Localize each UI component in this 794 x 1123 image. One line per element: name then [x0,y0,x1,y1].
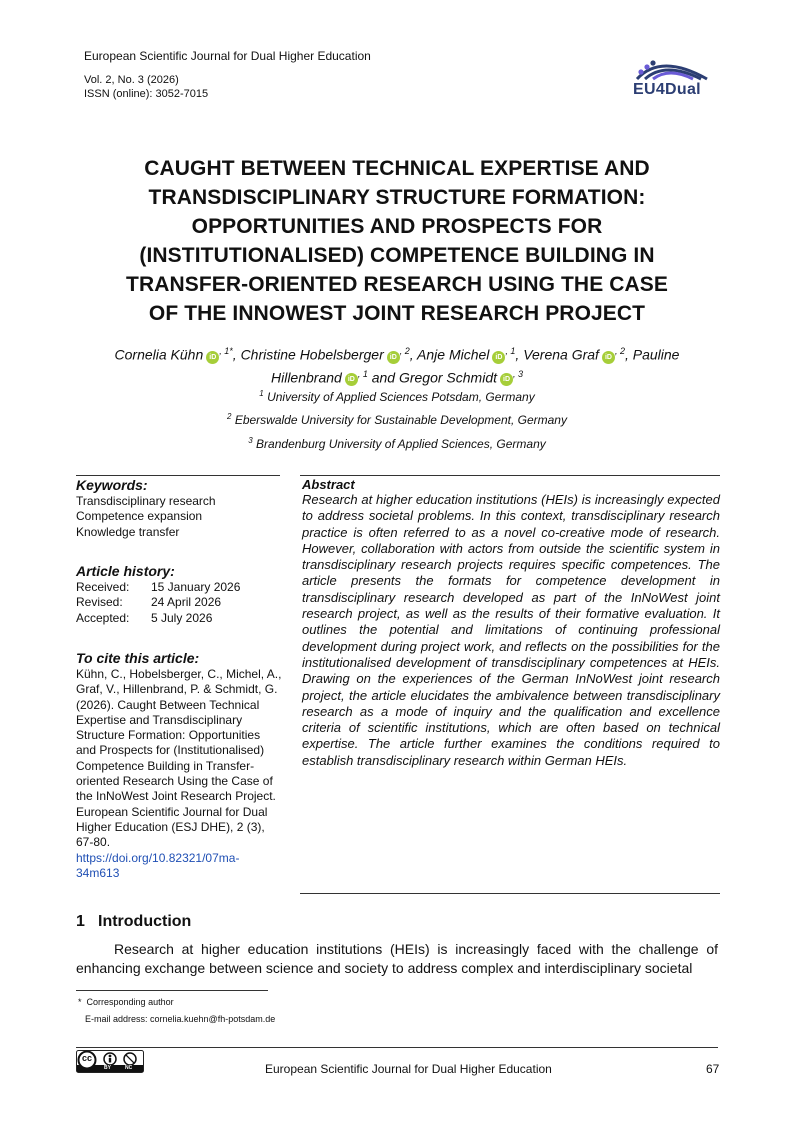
orcid-icon[interactable]: iD [387,351,400,364]
orcid-icon[interactable]: iD [500,373,513,386]
cc-license-badge [76,1050,144,1073]
by-label: BY [104,1065,111,1071]
journal-name: European Scientific Journal for Dual Higher Education [84,49,371,63]
intro-paragraph: Research at higher education institutions (HEIs) is increasingly faced with the challenge of enhancing exchange between science and society to address complex and interdisciplinary societal [76,941,718,976]
orcid-icon[interactable]: iD [492,351,505,364]
keyword-item: Knowledge transfer [76,524,180,539]
author-sup: , 2 [399,346,410,356]
author-sup: , 1 [357,368,368,379]
eu4dual-logo [631,55,711,99]
orcid-icon[interactable]: iD [345,373,358,386]
history-label: Accepted: [76,610,130,625]
history-date: 15 January 2026 [151,580,241,594]
author-name: Verena Graf [523,346,599,363]
title-line: CAUGHT BETWEEN TECHNICAL EXPERTISE AND [144,157,650,180]
affiliation-text: University of Applied Sciences Potsdam, Germany [267,390,535,404]
author-name: Cornelia Kühn [114,346,204,363]
footnote-corresponding [78,997,174,1007]
affiliation-text: Brandenburg University of Applied Sciences, Germany [256,437,546,451]
author-name: Hillenbrand [270,369,342,386]
history-label: Received: [76,580,130,594]
keywords-section [76,477,282,540]
affiliation-number: 3 [248,436,253,445]
history-row [76,580,282,595]
title-line: TRANSDISCIPLINARY STRUCTURE FORMATION: [148,186,646,209]
section-title: Introduction [98,913,192,930]
affiliation-text: Eberswalde University for Sustainable Development, Germany [234,413,567,427]
title-line: OF THE INNOWEST JOINT RESEARCH PROJECT [148,302,646,325]
volume: Vol. 2, No. 3 (2026) [84,74,179,86]
orcid-icon[interactable]: iD [206,351,219,364]
history-row [76,595,282,610]
affiliation-number: 1 [259,389,264,398]
affiliation [70,412,724,427]
logo-text: EU4Dual [633,81,701,98]
author-separator: , Pauline [624,346,680,363]
sidebar-top-rule [76,475,280,476]
history-date: 5 July 2026 [151,610,213,625]
history-row [76,611,282,626]
author-name: Anje Michel [417,346,490,363]
author-sup: , 3 [513,368,524,379]
author-sup: , 1* [219,346,233,356]
orcid-icon[interactable]: iD [602,351,615,364]
footnote-label: Corresponding author [86,997,174,1007]
affiliation [70,436,724,451]
keyword-item: Competence expansion [76,509,203,524]
keywords-heading: Keywords: [76,477,148,493]
page-number: 67 [706,1062,720,1076]
author-separator: and Gregor Schmidt [367,369,497,386]
history-label: Revised: [76,595,123,610]
affiliation [70,389,724,404]
footnote-rule [76,990,268,991]
title-line: OPPORTUNITIES AND PROSPECTS FOR [191,215,603,238]
abstract-text: Research at higher education institutions (HEIs) is increasingly expected to address societal problems. In this context, transdisciplinary research practice is often referred to as a novel co-creative mode of research. However, collaboration with actors from outside the scientific system in transdisciplinary research projects requires specific competences. The article presents the formats for competence development in transdisciplinary research developed as part of the InNoWest joint research project, as well as the results of their formative evaluation. It outlines the potential and limitations of continuing professional development during project work, and reflects on the possibilities for the institutionalised development of transdisciplinary competences at HEIs. Drawing on the experiences of the German InNoWest joint research project, the article elucidates the ambivalence between transdisciplinary research as a mode of inquiry and the qualification and excellence criteria of scientific institutions, which are often based on technical expertise. The article further examines the conditions required to establish transdisciplinary research within German HEIs. [302,492,720,768]
section-number: 1 [76,913,85,930]
abstract-bottom-rule [300,893,720,894]
nc-label: NC [125,1065,133,1071]
author-separator: , [232,346,241,363]
history-section [76,563,282,626]
author-name: Christine Hobelsberger [240,346,384,363]
abstract-heading: Abstract [302,477,355,492]
author-sup: , 2 [614,346,625,356]
abstract-section [302,477,720,769]
cite-heading: To cite this article: [76,650,200,666]
history-date: 24 April 2026 [151,595,222,610]
footnote-marker: * [78,997,82,1007]
cite-text: Kühn, C., Hobelsberger, C., Michel, A., Graf, V., Hillenbrand, P. & Schmidt, G. (2026). Caught Between Technical Expertise and Transdisciplinary Structure Formation: Opportunities and Prospects for (Institutionalised) Competence Building in Transfer-oriented Research Using the Case of the InNoWest Joint Research Project. European Scientific Journal for Dual Higher Education (ESJ DHE), 2 (3), 67-80. [76,667,282,850]
cite-section [76,650,282,881]
section-heading [76,913,191,931]
affiliation-number: 2 [227,412,232,421]
author-separator: , [515,346,524,363]
author-separator: , [409,346,418,363]
footer-journal: European Scientific Journal for Dual Higher Education [265,1062,552,1076]
author-list [70,342,724,387]
title-line: TRANSFER-ORIENTED RESEARCH USING THE CASE [126,273,668,296]
volume-info [84,73,208,101]
logo-arcs-icon [631,55,711,81]
author-sup: , 1 [505,346,516,356]
keyword-item: Transdisciplinary research [76,494,216,508]
footer-rule [76,1047,718,1048]
doi-link[interactable]: https://doi.org/10.82321/07ma-34m613 [76,850,240,880]
cc-label: cc [81,1053,92,1063]
abstract-top-rule [300,475,720,476]
article-title [70,154,724,328]
title-line: (INSTITUTIONALISED) COMPETENCE BUILDING IN [139,244,655,267]
history-heading: Article history: [76,563,175,579]
issn: ISSN (online): 3052-7015 [84,88,209,100]
footnote-email: E-mail address: cornelia.kuehn@fh-potsdam.de [85,1014,276,1024]
